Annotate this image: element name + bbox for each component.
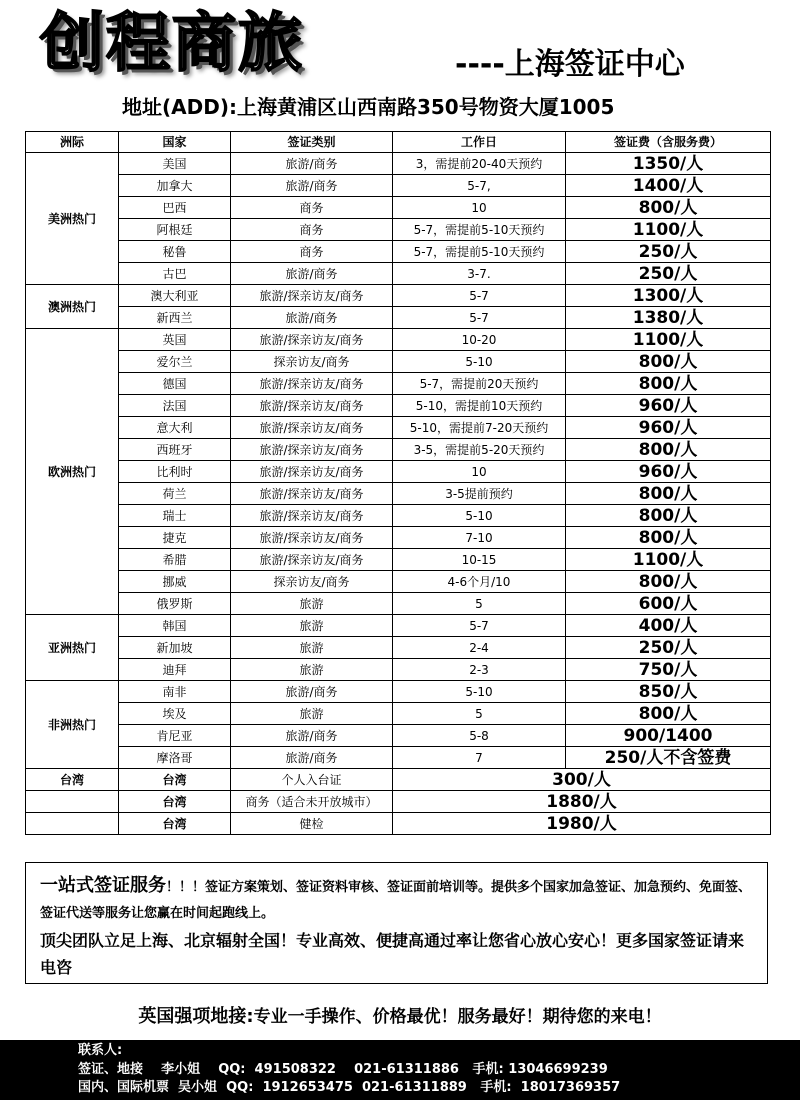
table-row	[26, 307, 771, 329]
work-days-cell: 7-10	[393, 527, 566, 549]
country-cell: 荷兰	[119, 483, 231, 505]
visa-fee-cell: 250/人	[566, 637, 771, 659]
country-cell: 埃及	[119, 703, 231, 725]
visa-fee-cell: 960/人	[566, 395, 771, 417]
visa-fee-cell: 800/人	[566, 703, 771, 725]
visa-fee-cell: 800/人	[566, 527, 771, 549]
table-row	[26, 637, 771, 659]
table-row	[26, 659, 771, 681]
visa-fee-cell: 800/人	[566, 439, 771, 461]
table-row	[26, 703, 771, 725]
country-cell: 新加坡	[119, 637, 231, 659]
visa-type-cell: 个人入台证	[231, 769, 393, 791]
header-work-days: 工作日	[393, 132, 566, 153]
region-cell: 亚洲热门	[26, 615, 119, 681]
table-row	[26, 329, 771, 351]
visa-type-cell: 商务（适合未开放城市）	[231, 791, 393, 813]
visa-type-cell: 旅游	[231, 615, 393, 637]
table-row	[26, 681, 771, 703]
work-days-cell: 10-15	[393, 549, 566, 571]
visa-fee-cell: 1100/人	[566, 549, 771, 571]
region-cell: 澳洲热门	[26, 285, 119, 329]
region-cell-empty	[26, 813, 119, 835]
visa-type-cell: 商务	[231, 219, 393, 241]
visa-fee-cell: 800/人	[566, 373, 771, 395]
header-country: 国家	[119, 132, 231, 153]
table-row	[26, 615, 771, 637]
visa-type-cell: 旅游/商务	[231, 681, 393, 703]
visa-type-cell: 旅游/探亲访友/商务	[231, 373, 393, 395]
work-days-cell: 5-7，需提前20天预约	[393, 373, 566, 395]
service-info-box	[25, 862, 768, 984]
visa-fee-cell: 850/人	[566, 681, 771, 703]
country-cell: 美国	[119, 153, 231, 175]
visa-fee-cell: 400/人	[566, 615, 771, 637]
work-days-cell: 5-10，需提前10天预约	[393, 395, 566, 417]
table-row	[26, 725, 771, 747]
visa-fee-cell: 750/人	[566, 659, 771, 681]
work-days-cell: 3-5，需提前5-20天预约	[393, 439, 566, 461]
work-days-cell: 2-3	[393, 659, 566, 681]
country-cell: 瑞士	[119, 505, 231, 527]
visa-fee-cell: 800/人	[566, 351, 771, 373]
table-header-row	[26, 132, 771, 153]
visa-type-cell: 旅游	[231, 703, 393, 725]
country-cell: 阿根廷	[119, 219, 231, 241]
country-cell: 加拿大	[119, 175, 231, 197]
visa-type-cell: 旅游/商务	[231, 725, 393, 747]
table-row	[26, 549, 771, 571]
visa-fee-cell: 250/人	[566, 241, 771, 263]
visa-fee-cell: 900/1400	[566, 725, 771, 747]
table-row	[26, 373, 771, 395]
table-row	[26, 747, 771, 769]
table-row	[26, 285, 771, 307]
table-body	[26, 153, 771, 835]
visa-fee-cell: 800/人	[566, 571, 771, 593]
table-row	[26, 439, 771, 461]
table-row	[26, 813, 771, 835]
country-cell: 捷克	[119, 527, 231, 549]
work-days-cell: 3，需提前20-40天预约	[393, 153, 566, 175]
country-cell: 挪威	[119, 571, 231, 593]
contact-footer	[0, 1040, 800, 1100]
region-cell-empty	[26, 791, 119, 813]
country-cell: 摩洛哥	[119, 747, 231, 769]
table-row	[26, 153, 771, 175]
visa-type-cell: 旅游/商务	[231, 175, 393, 197]
visa-type-cell: 旅游/探亲访友/商务	[231, 285, 393, 307]
table-row	[26, 219, 771, 241]
company-address: 地址(ADD):上海黄浦区山西南路350号物资大厦1005	[122, 95, 615, 119]
visa-type-cell: 旅游/探亲访友/商务	[231, 527, 393, 549]
visa-fee-cell: 1300/人	[566, 285, 771, 307]
visa-type-cell: 旅游/探亲访友/商务	[231, 461, 393, 483]
work-days-cell: 3-7.	[393, 263, 566, 285]
table-row	[26, 571, 771, 593]
service-lead: 一站式签证服务	[40, 875, 166, 896]
visa-type-cell: 旅游/探亲访友/商务	[231, 417, 393, 439]
work-days-cell: 5	[393, 703, 566, 725]
service-text: 签证方案策划、签证资料审核、签证面前培训等。提供多个国家加急签证、加急预约、免面签、签证代送等服务让您赢在时间起跑线上。	[40, 880, 752, 921]
work-days-cell: 5-10	[393, 681, 566, 703]
visa-fee-cell: 960/人	[566, 417, 771, 439]
strength-text: 专业一手操作、价格最优！服务最好！期待您的来电！	[253, 1007, 662, 1027]
work-days-cell: 5-7，需提前5-10天预约	[393, 219, 566, 241]
country-cell: 希腊	[119, 549, 231, 571]
work-days-cell: 5-10	[393, 505, 566, 527]
country-cell: 巴西	[119, 197, 231, 219]
country-cell: 比利时	[119, 461, 231, 483]
visa-type-cell: 旅游	[231, 637, 393, 659]
table-row	[26, 417, 771, 439]
visa-fee-cell: 800/人	[566, 197, 771, 219]
header-region: 洲际	[26, 132, 119, 153]
work-days-cell: 10	[393, 197, 566, 219]
country-cell: 台湾	[119, 769, 231, 791]
region-cell: 欧洲热门	[26, 329, 119, 615]
table-row	[26, 461, 771, 483]
uk-strength-line	[0, 1004, 800, 1030]
table-row	[26, 197, 771, 219]
work-days-cell: 5-7	[393, 285, 566, 307]
page-subtitle: ----上海签证中心	[455, 47, 685, 82]
visa-fee-cell: 1380/人	[566, 307, 771, 329]
work-days-cell: 5-7，需提前5-10天预约	[393, 241, 566, 263]
visa-type-cell: 旅游/探亲访友/商务	[231, 329, 393, 351]
work-days-cell: 5-8	[393, 725, 566, 747]
country-cell: 俄罗斯	[119, 593, 231, 615]
table-row	[26, 175, 771, 197]
region-cell: 非洲热门	[26, 681, 119, 769]
visa-fee-cell: 300/人	[393, 769, 771, 791]
visa-type-cell: 商务	[231, 241, 393, 263]
visa-fee-cell: 250/人不含签费	[566, 747, 771, 769]
team-paragraph: 顶尖团队立足上海、北京辐射全国！专业高效、便捷高通过率让您省心放心安心！更多国家签证请来电咨	[40, 931, 745, 977]
work-days-cell: 5	[393, 593, 566, 615]
visa-fee-cell: 1100/人	[566, 329, 771, 351]
table-row	[26, 263, 771, 285]
region-cell: 美洲热门	[26, 153, 119, 285]
country-cell: 德国	[119, 373, 231, 395]
visa-fee-cell: 800/人	[566, 505, 771, 527]
country-cell: 肯尼亚	[119, 725, 231, 747]
visa-type-cell: 旅游	[231, 593, 393, 615]
visa-type-cell: 旅游/商务	[231, 153, 393, 175]
country-cell: 西班牙	[119, 439, 231, 461]
visa-fee-cell: 800/人	[566, 483, 771, 505]
country-cell: 古巴	[119, 263, 231, 285]
country-cell: 爱尔兰	[119, 351, 231, 373]
contact-title: 联系人:	[78, 1043, 123, 1058]
country-cell: 意大利	[119, 417, 231, 439]
table-row	[26, 527, 771, 549]
table-row	[26, 483, 771, 505]
work-days-cell: 7	[393, 747, 566, 769]
visa-price-table	[25, 131, 771, 835]
company-logo: 创程商旅	[40, 7, 304, 81]
visa-type-cell: 探亲访友/商务	[231, 571, 393, 593]
visa-fee-cell: 1980/人	[393, 813, 771, 835]
visa-fee-cell: 250/人	[566, 263, 771, 285]
strength-lead: 英国强项地接:	[138, 1006, 254, 1027]
country-cell: 秘鲁	[119, 241, 231, 263]
visa-type-cell: 旅游/探亲访友/商务	[231, 483, 393, 505]
work-days-cell: 5-7	[393, 615, 566, 637]
service-marks: ！！！	[166, 880, 206, 895]
visa-type-cell: 旅游/探亲访友/商务	[231, 439, 393, 461]
visa-fee-cell: 1350/人	[566, 153, 771, 175]
visa-type-cell: 旅游/探亲访友/商务	[231, 395, 393, 417]
header-visa-type: 签证类别	[231, 132, 393, 153]
visa-fee-cell: 1880/人	[393, 791, 771, 813]
visa-fee-cell: 960/人	[566, 461, 771, 483]
country-cell: 台湾	[119, 813, 231, 835]
table-row	[26, 351, 771, 373]
visa-type-cell: 旅游/探亲访友/商务	[231, 549, 393, 571]
visa-type-cell: 旅游/探亲访友/商务	[231, 505, 393, 527]
table-row	[26, 505, 771, 527]
country-cell: 新西兰	[119, 307, 231, 329]
visa-type-cell: 探亲访友/商务	[231, 351, 393, 373]
work-days-cell: 10-20	[393, 329, 566, 351]
visa-fee-cell: 1100/人	[566, 219, 771, 241]
table-row	[26, 769, 771, 791]
visa-type-cell: 旅游	[231, 659, 393, 681]
visa-fee-cell: 600/人	[566, 593, 771, 615]
country-cell: 英国	[119, 329, 231, 351]
work-days-cell: 5-10，需提前7-20天预约	[393, 417, 566, 439]
country-cell: 南非	[119, 681, 231, 703]
visa-type-cell: 旅游/商务	[231, 307, 393, 329]
work-days-cell: 5-10	[393, 351, 566, 373]
work-days-cell: 5-7,	[393, 175, 566, 197]
work-days-cell: 3-5提前预约	[393, 483, 566, 505]
table-row	[26, 395, 771, 417]
visa-type-cell: 健检	[231, 813, 393, 835]
country-cell: 台湾	[119, 791, 231, 813]
header-visa-fee: 签证费（含服务费）	[566, 132, 771, 153]
service-paragraph	[40, 873, 753, 927]
country-cell: 澳大利亚	[119, 285, 231, 307]
country-cell: 法国	[119, 395, 231, 417]
visa-type-cell: 旅游/商务	[231, 263, 393, 285]
table-row	[26, 593, 771, 615]
contact-line-ticket: 国内、国际机票 吴小姐 QQ: 1912653475 021-61311889 手机: 18017369357	[78, 1080, 621, 1095]
work-days-cell: 2-4	[393, 637, 566, 659]
visa-type-cell: 旅游/商务	[231, 747, 393, 769]
table-row	[26, 791, 771, 813]
work-days-cell: 4-6个月/10	[393, 571, 566, 593]
contact-line-visa: 签证、地接 李小姐 QQ: 491508322 021-61311886 手机: 13046699239	[78, 1062, 608, 1077]
visa-fee-cell: 1400/人	[566, 175, 771, 197]
country-cell: 迪拜	[119, 659, 231, 681]
country-cell: 韩国	[119, 615, 231, 637]
table-row	[26, 241, 771, 263]
work-days-cell: 5-7	[393, 307, 566, 329]
visa-type-cell: 商务	[231, 197, 393, 219]
work-days-cell: 10	[393, 461, 566, 483]
region-cell: 台湾	[26, 769, 119, 791]
